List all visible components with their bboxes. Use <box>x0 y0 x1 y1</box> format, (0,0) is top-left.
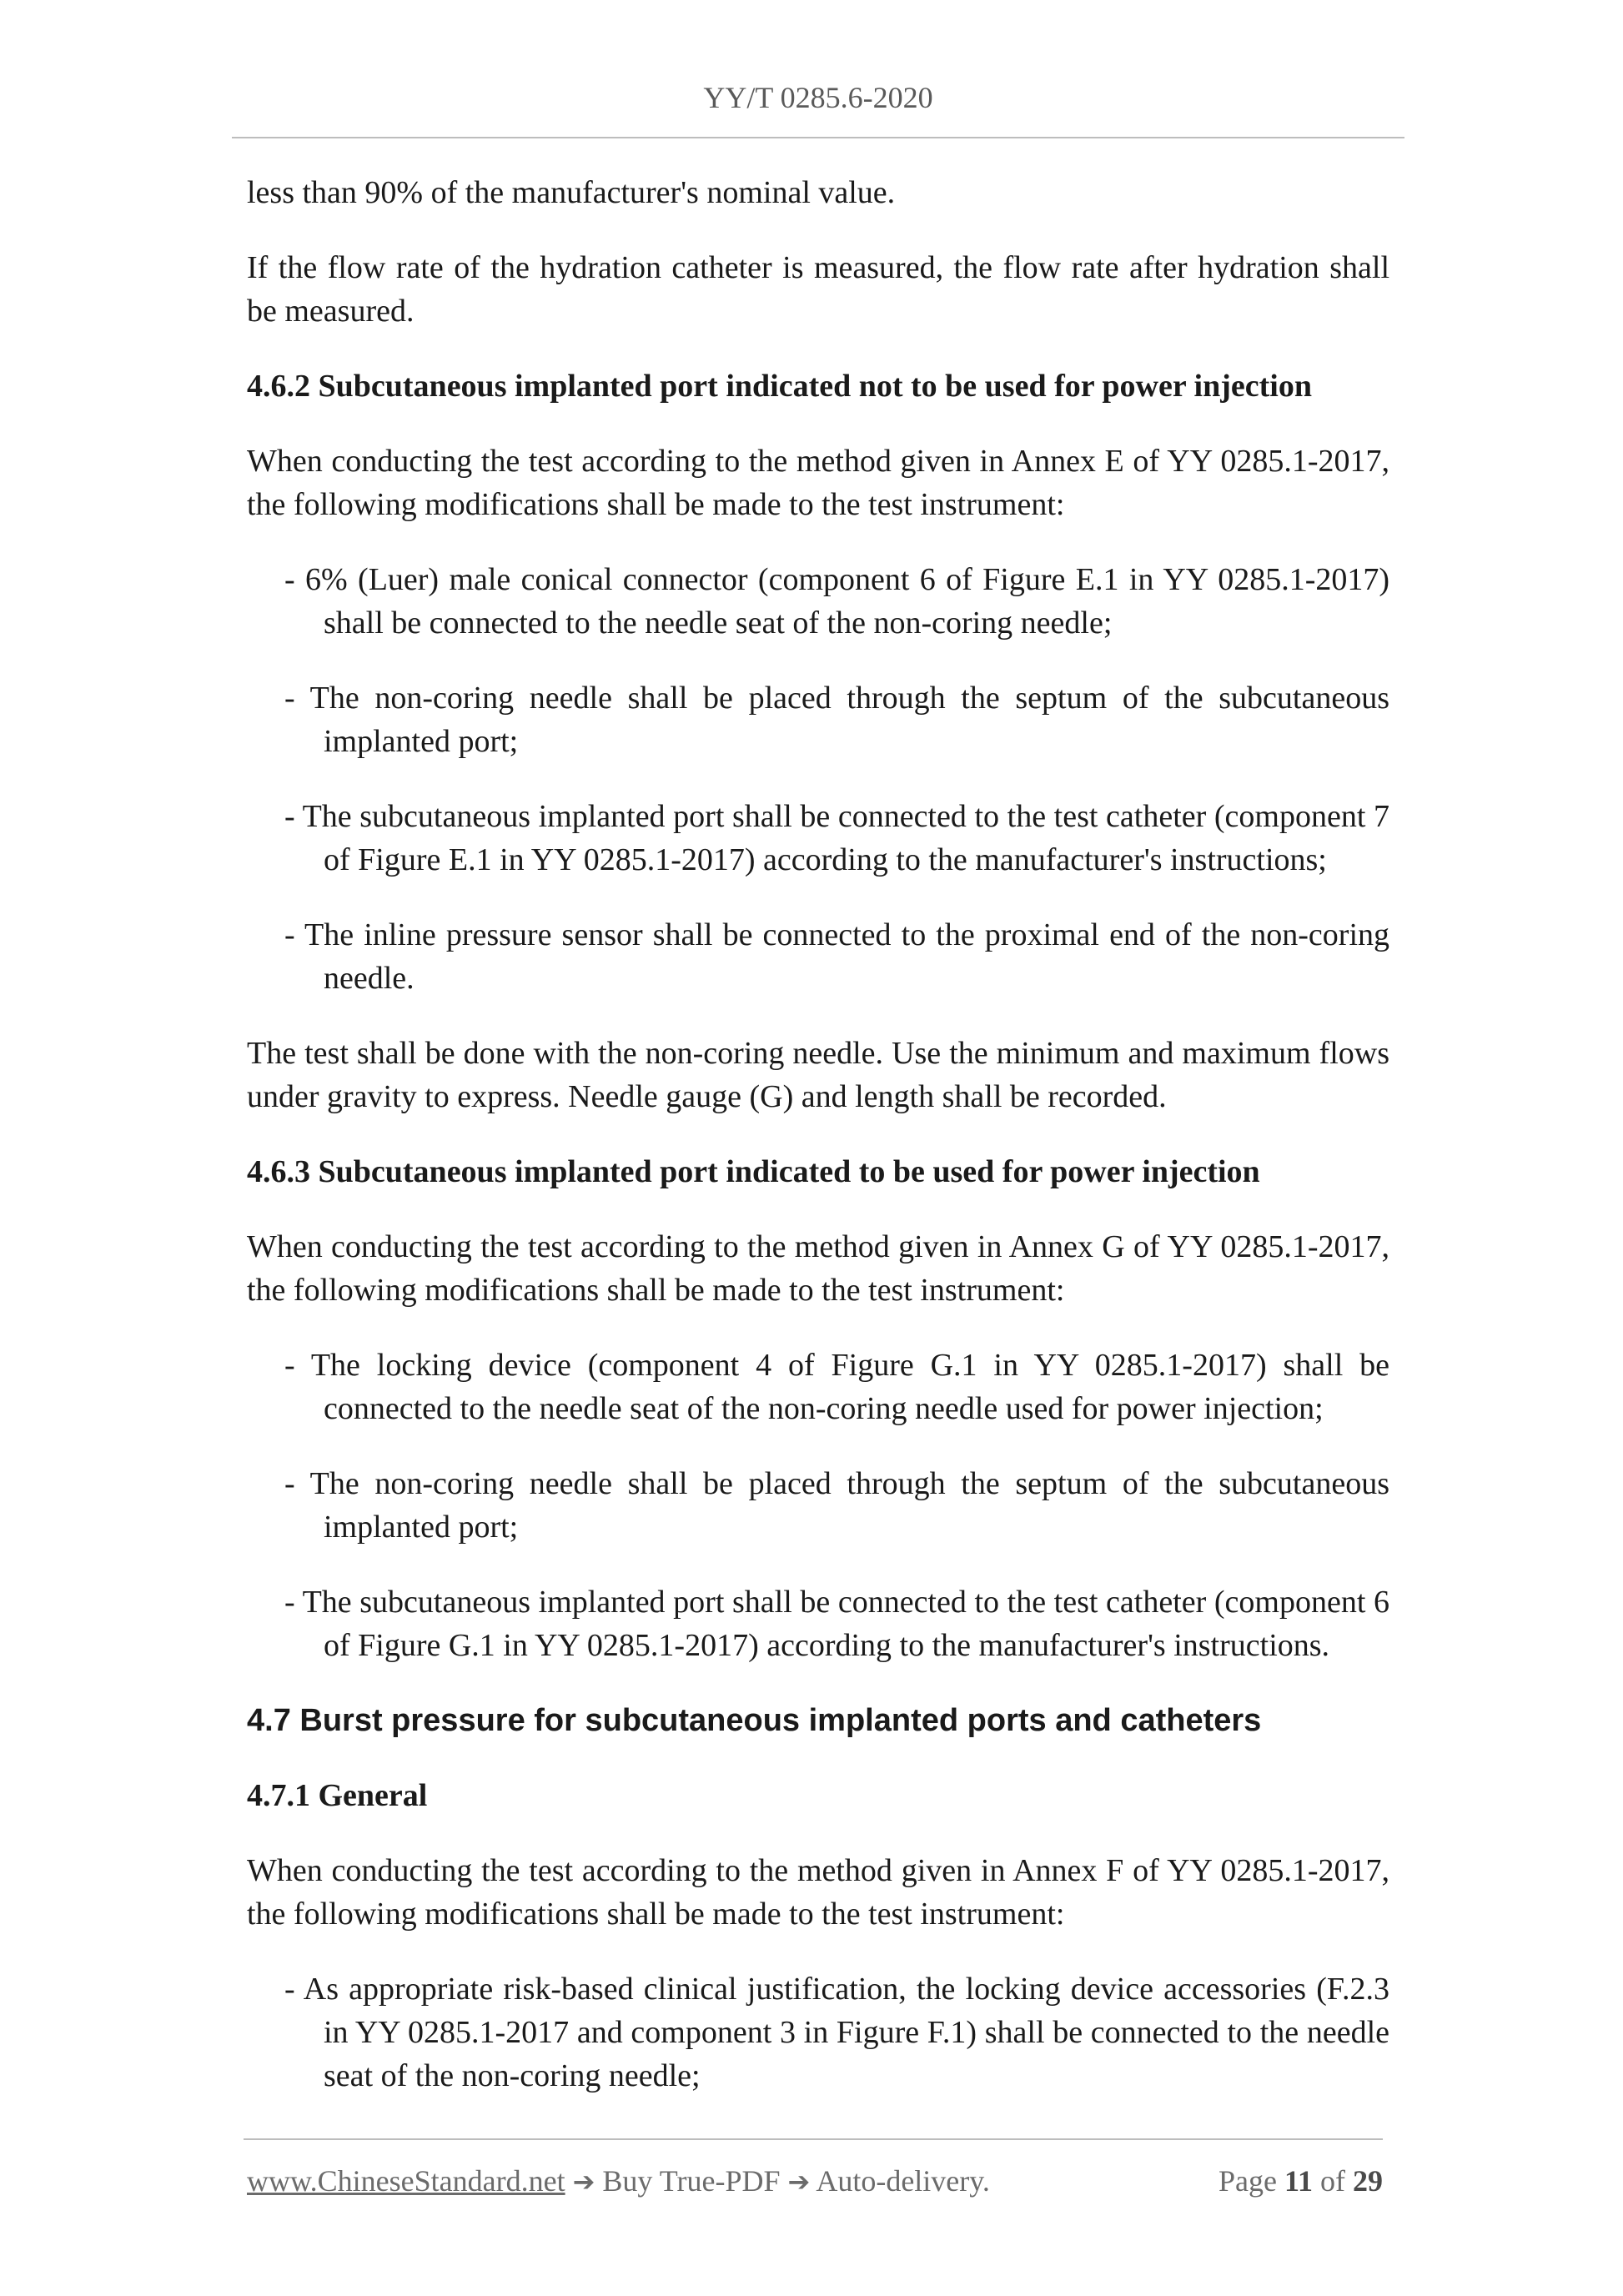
arrow-right-icon: ➔ <box>787 2166 811 2198</box>
delivery-text: Auto-delivery. <box>816 2164 990 2198</box>
paragraph: When conducting the test according to the method given in Annex F of YY 0285.1-2017, the following modifications shall be made to the test instrument: <box>247 1853 1389 1932</box>
section-heading-4-6-2: 4.6.2 Subcutaneous implanted port indicated not to be used for power injection <box>247 369 1312 404</box>
list-item: - The subcutaneous implanted port shall be connected to the test catheter (component 7 of Figure E.1 in YY 0285.1-2017) according to the manufacturer's instructions; <box>284 799 1389 877</box>
footer-promo <box>247 2163 990 2198</box>
section-heading-4-7-1: 4.7.1 General <box>247 1778 428 1813</box>
page-footer <box>247 2163 1383 2207</box>
list-item: - The locking device (component 4 of Figure G.1 in YY 0285.1-2017) shall be connected to the needle seat of the non-coring needle used for power injection; <box>284 1348 1389 1426</box>
paragraph: The test shall be done with the non-coring needle. Use the minimum and maximum flows under gravity to express. Needle gauge (G) and length shall be recorded. <box>247 1036 1389 1114</box>
site-link[interactable]: www.ChineseStandard.net <box>247 2164 565 2198</box>
section-heading-4-7: 4.7 Burst pressure for subcutaneous implanted ports and catheters <box>247 1703 1262 1738</box>
list-item: - 6% (Luer) male conical connector (component 6 of Figure E.1 in YY 0285.1-2017) shall be connected to the needle seat of the non-coring needle; <box>284 562 1389 641</box>
paragraph: less than 90% of the manufacturer's nominal value. <box>247 175 896 210</box>
header-divider <box>232 137 1404 138</box>
modification-list <box>247 558 1389 1000</box>
list-item: - The subcutaneous implanted port shall be connected to the test catheter (component 6 of Figure G.1 in YY 0285.1-2017) according to the manufacturer's instructions. <box>284 1585 1389 1663</box>
footer-divider <box>244 2138 1383 2140</box>
of-label: of <box>1320 2164 1345 2198</box>
section-heading-4-6-3: 4.6.3 Subcutaneous implanted port indicated to be used for power injection <box>247 1154 1260 1189</box>
paragraph: When conducting the test according to the method given in Annex G of YY 0285.1-2017, the following modifications shall be made to the test instrument: <box>247 1229 1389 1308</box>
total-pages: 29 <box>1353 2164 1383 2198</box>
paragraph: When conducting the test according to the method given in Annex E of YY 0285.1-2017, the following modifications shall be made to the test instrument: <box>247 444 1389 522</box>
list-item: - The non-coring needle shall be placed through the septum of the subcutaneous implanted port; <box>284 681 1389 759</box>
current-page: 11 <box>1284 2164 1313 2198</box>
list-item: - The non-coring needle shall be placed through the septum of the subcutaneous implanted port; <box>284 1466 1389 1545</box>
modification-list <box>247 1967 1389 2098</box>
document-body <box>247 171 1389 2129</box>
modification-list <box>247 1344 1389 1667</box>
document-header: YY/T 0285.6-2020 <box>703 81 933 114</box>
buy-text: Buy True-PDF <box>602 2164 781 2198</box>
arrow-right-icon: ➔ <box>572 2166 595 2198</box>
page-label: Page <box>1219 2164 1277 2198</box>
list-item: - The inline pressure sensor shall be connected to the proximal end of the non-coring needle. <box>284 917 1389 996</box>
paragraph: If the flow rate of the hydration catheter is measured, the flow rate after hydration shall be measured. <box>247 250 1389 329</box>
list-item: - As appropriate risk-based clinical justification, the locking device accessories (F.2.3 in YY 0285.1-2017 and component 3 in Figure F.1) shall be connected to the needle seat of the non-coring needle; <box>284 1972 1389 2093</box>
page-number <box>1219 2163 1383 2198</box>
